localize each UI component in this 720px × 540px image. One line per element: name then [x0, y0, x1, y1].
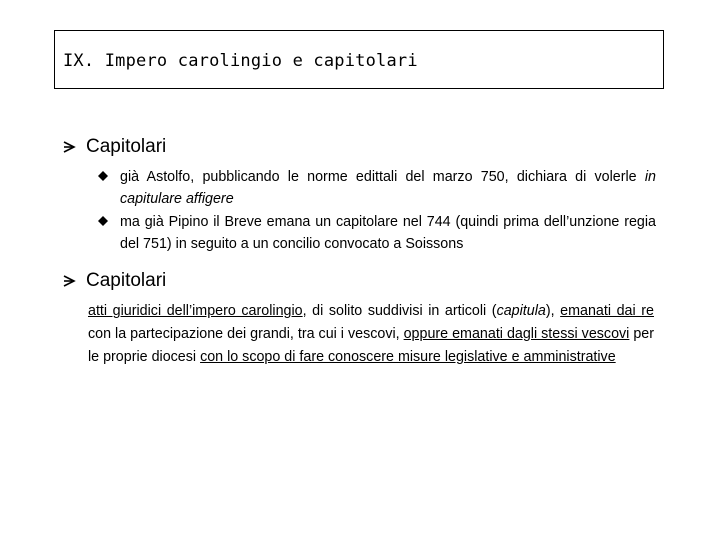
paragraph-text: , di solito suddivisi in articoli ( [302, 303, 497, 319]
section-capitolari-2 [62, 270, 662, 292]
section-heading-text: Capitolari [86, 136, 167, 157]
section-capitolari-1 [62, 136, 662, 256]
arrow-bullet-icon [62, 139, 78, 155]
bullet-list [62, 166, 662, 255]
bullet-text: ma già Pipino il Breve emana un capitolare nel 744 (quindi prima dell’unzione regia del 751) in seguito a un concilio convocato a Soissons [120, 214, 656, 252]
slide-title: IX. Impero carolingio e capitolari [63, 51, 418, 71]
definition-paragraph [88, 300, 654, 369]
list-item [62, 166, 656, 210]
underlined-text: con lo scopo di fare conoscere misure legislative e amministrative [200, 349, 616, 365]
title-box [54, 30, 664, 89]
list-item [62, 211, 656, 255]
paragraph-text: per le proprie diocesi [88, 326, 655, 365]
section-heading [62, 136, 662, 158]
arrow-bullet-icon [62, 273, 78, 289]
underlined-text: atti giuridici dell’impero carolingio [88, 303, 303, 319]
bullet-text: già Astolfo, pubblicando le norme edittali del marzo 750, dichiara di volerle [120, 169, 645, 185]
italic-text: capitula [496, 303, 546, 319]
section-heading-text: Capitolari [86, 270, 167, 291]
diamond-bullet-icon [98, 216, 108, 226]
underlined-text: emanati dai re [560, 303, 654, 319]
paragraph-text: ), [545, 303, 561, 319]
section-heading [62, 270, 662, 292]
paragraph-text: con la partecipazione dei grandi, tra cui i vescovi, [88, 326, 404, 342]
diamond-bullet-icon [98, 171, 108, 181]
bullet-italic-text: in capitulare affigere [120, 169, 656, 207]
underlined-text: oppure emanati dagli stessi vescovi [403, 326, 630, 342]
